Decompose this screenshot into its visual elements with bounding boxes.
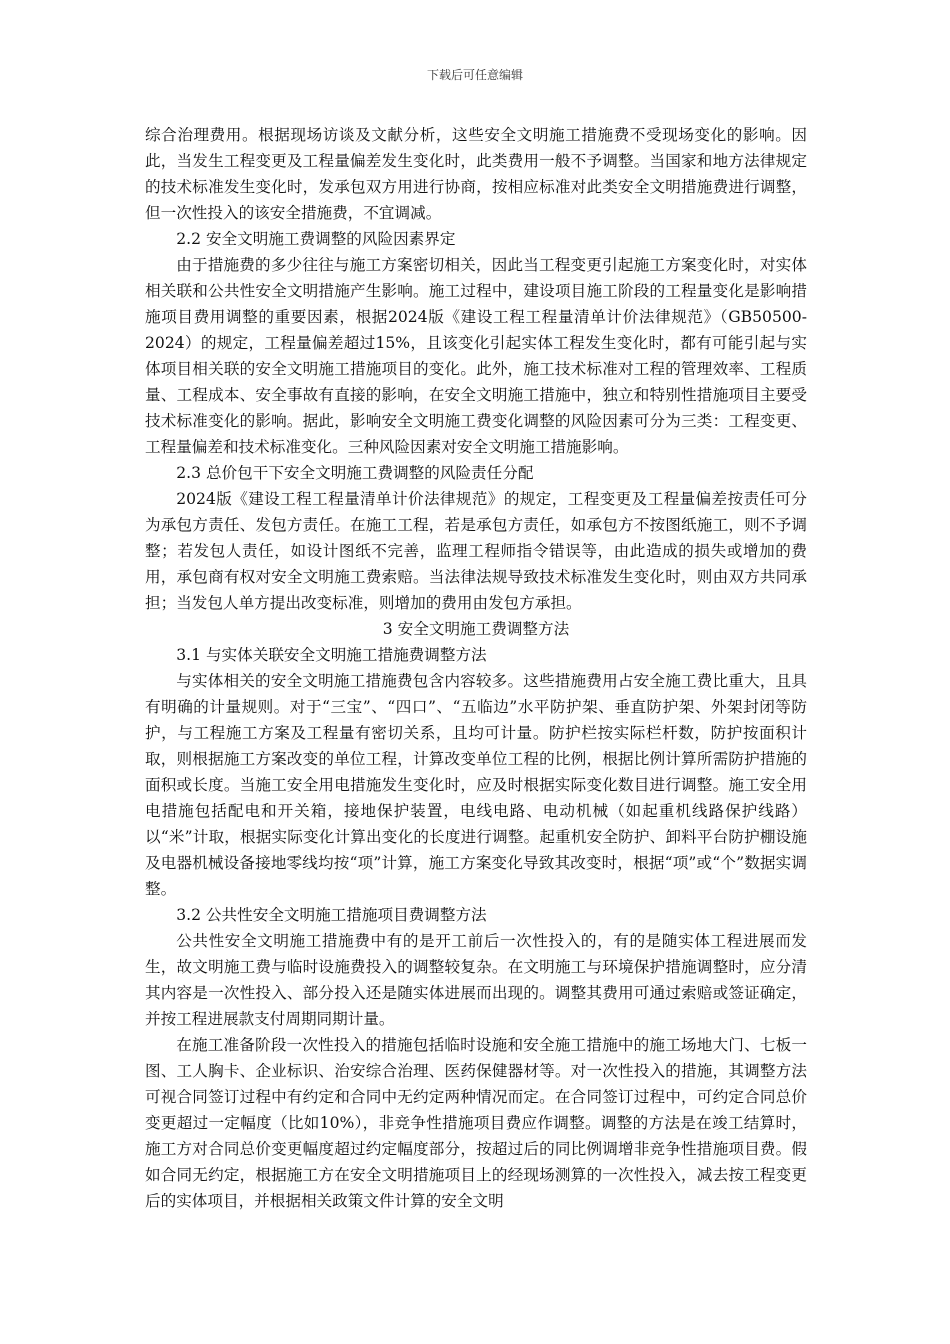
chapter-title: 3 安全文明施工费调整方法 bbox=[382, 620, 570, 638]
paragraph: 与实体相关的安全文明施工措施费包含内容较多。这些措施费用占安全施工费比重大，且具有明确的计量规则。对于“三宝”、“四口”、“五临边”水平防护架、垂直防护架、外架封闭等防护，与工程施工方案及工程量有密切关系，且均可计量。防护栏按实际栏杆数，防护按面积计取，则根据施工方案改变的单位工程，计算改变单位工程的比例，根据比例计算所需防护措施的面积或长度。当施工安全用电措施发生变化时，应及时根据实际变化数目进行调整。施工安全用电措施包括配电和开关箱，接地保护装置，电线电路、电动机械（如起重机线路保护线路）以“米”计取，根据实际变化计算出变化的长度进行调整。起重机安全防护、卸料平台防护棚设施及电器机械设备接地零线均按“项”计算，施工方案变化导致其改变时，根据“项”或“个”数据实调整。 bbox=[145, 672, 807, 898]
page-header: 下载后可任意编辑 bbox=[426, 68, 523, 82]
paragraph: 公共性安全文明施工措施费中有的是开工前后一次性投入的，有的是随实体工程进展而发生，故文明施工费与临时设施费投入的调整较复杂。在文明施工与环境保护措施调整时，应分清其内容是一次性投入、部分投入还是随实体进展而出现的。调整其费用可通过索赔或签证确定，并按工程进展款支付周期同期计量。 bbox=[145, 932, 807, 1028]
section-heading: 2.3 总价包干下安全文明施工费调整的风险责任分配 bbox=[176, 464, 534, 482]
paragraph: 在施工准备阶段一次性投入的措施包括临时设施和安全施工措施中的施工场地大门、七板一图、工人胸卡、企业标识、治安综合治理、医药保健器材等。对一次性投入的措施，其调整方法可视合同签订过程中有约定和合同中无约定两种情况而定。在合同签订过程中，可约定合同总价变更超过一定幅度（比如10%），非竞争性措施项目费应作调整。调整的方法是在竣工结算时，施工方对合同总价变更幅度超过约定幅度部分，按超过后的同比例调增非竞争性措施项目费。假如合同无约定，根据施工方在安全文明措施项目上的经现场测算的一次性投入，减去按工程变更后的实体项目，并根据相关政策文件计算的安全文明 bbox=[145, 1036, 807, 1210]
paragraph: 综合治理费用。根据现场访谈及文献分析，这些安全文明施工措施费不受现场变化的影响。因此，当发生工程变更及工程量偏差发生变化时，此类费用一般不予调整。当国家和地方法律规定的技术标准发生变化时，发承包双方用进行协商，按相应标准对此类安全文明措施费进行调整，但一次性投入的该安全措施费，不宜调减。 bbox=[145, 126, 807, 222]
paragraph: 由于措施费的多少往往与施工方案密切相关，因此当工程变更引起施工方案变化时，对实体相关联和公共性安全文明措施产生影响。施工过程中，建设项目施工阶段的工程量变化是影响措施项目费用调整的重要因素，根据2024版《建设工程工程量清单计价法律规范》（GB50500-2024）的规定，工程量偏差超过15%，且该变化引起实体工程发生变化时，都有可能引起与实体项目相关联的安全文明施工措施项目的变化。此外，施工技术标准对工程的管理效率、工程质量、工程成本、安全事故有直接的影响，在安全文明施工措施中，独立和特别性措施项目主要受技术标准变化的影响。据此，影响安全文明施工费变化调整的风险因素可分为三类：工程变更、工程量偏差和技术标准变化。三种风险因素对安全文明施工措施影响。 bbox=[145, 256, 807, 456]
section-heading: 3.2 公共性安全文明施工措施项目费调整方法 bbox=[176, 906, 487, 924]
paragraph: 2024版《建设工程工程量清单计价法律规范》的规定，工程变更及工程量偏差按责任可分为承包方责任、发包方责任。在施工工程，若是承包方责任，如承包方不按图纸施工，则不予调整；若发包人责任，如设计图纸不完善，监理工程师指令错误等，由此造成的损失或增加的费用，承包商有权对安全文明施工费索赔。当法律法规导致技术标准发生变化时，则由双方共同承担；当发包人单方提出改变标准，则增加的费用由发包方承担。 bbox=[145, 490, 807, 612]
section-heading: 3.1 与实体关联安全文明施工措施费调整方法 bbox=[176, 646, 487, 664]
section-heading: 2.2 安全文明施工费调整的风险因素界定 bbox=[176, 230, 456, 248]
document-body bbox=[145, 122, 807, 1214]
